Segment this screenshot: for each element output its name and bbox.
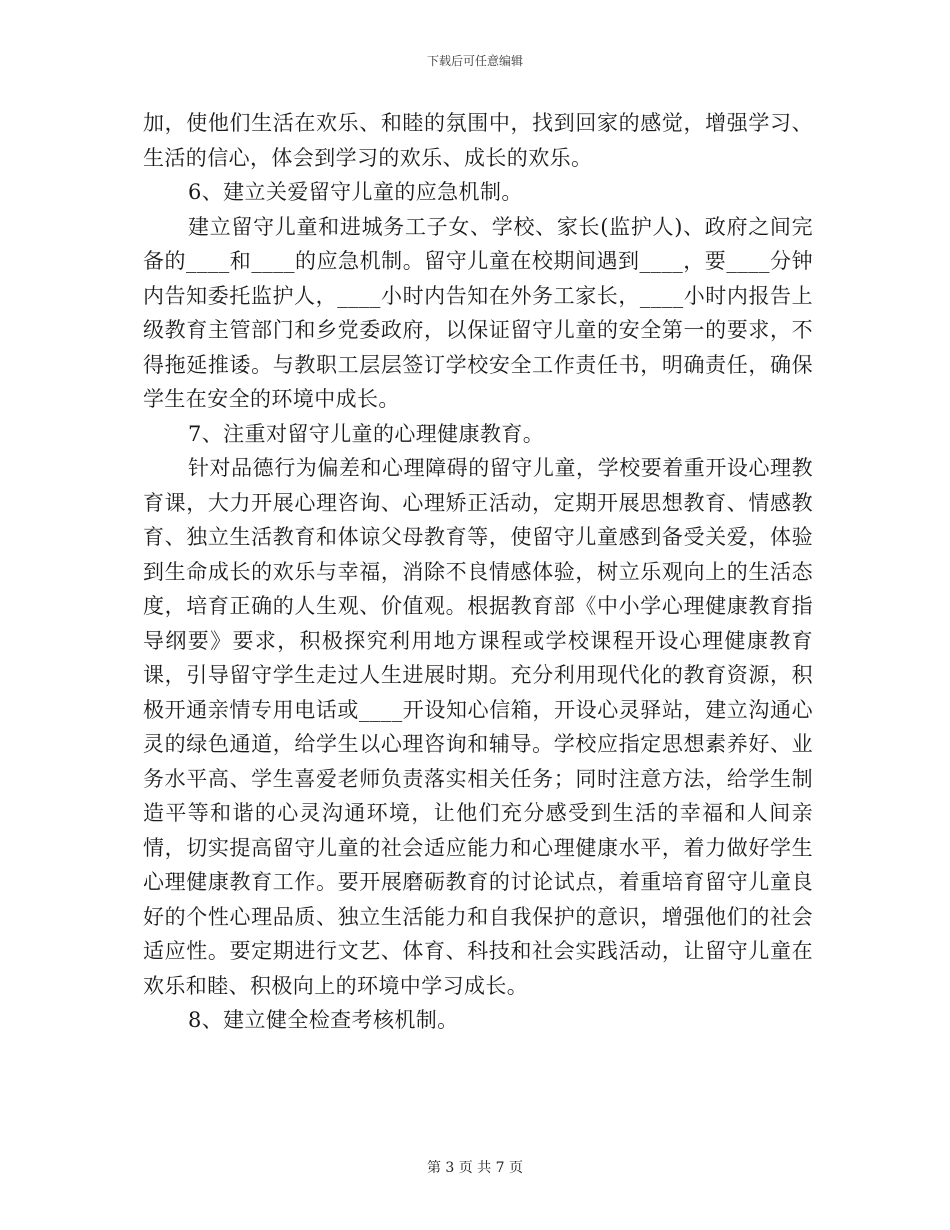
document-body [143,106,813,1038]
paragraph-continuation: 加，使他们生活在欢乐、和睦的氛围中，找到回家的感觉，增强学习、生活的信心，体会到学习的欢乐、成长的欢乐。 [143,111,813,170]
page-header: 下载后可任意编辑 [426,54,523,68]
section-heading-8: 8、建立健全检查考核机制。 [188,1008,459,1032]
section-heading-7: 7、注重对留守儿童的心理健康教育。 [188,421,545,446]
paragraph-emergency-mechanism: 建立留守儿童和进城务工子女、学校、家长(监护人)、政府之间完备的____和____的应急机制。留守儿童在校期间遇到____，要____分钟内告知委托监护人，____小时内告知在外务工家长，____小时内报告上级教育主管部门和乡党委政府，以保证留守儿童的安全第一的要求，不得拖延推诿。与教职工层层签订学校安全工作责任书，明确责任，确保学生在安全的环境中成长。 [143,214,813,411]
section-heading-6: 6、建立关爱留守儿童的应急机制。 [188,180,523,204]
paragraph-mental-health: 针对品德行为偏差和心理障碍的留守儿童，学校要着重开设心理教育课，大力开展心理咨询、心理矫正活动，定期开展思想教育、情感教育、独立生活教育和体谅父母教育等，使留守儿童感到备受关爱，体验到生命成长的欢乐与幸福，消除不良情感体验，树立乐观向上的生活态度，培育正确的人生观、价值观。根据教育部《中小学心理健康教育指导纲要》要求，积极探究利用地方课程或学校课程开设心理健康教育课，引导留守学生走过人生进展时期。充分利用现代化的教育资源，积极开通亲情专用电话或____开设知心信箱，开设心灵驿站，建立沟通心灵的绿色通道，给学生以心理咨询和辅导。学校应指定思想素养好、业务水平高、学生喜爱老师负责落实相关任务；同时注意方法，给学生制造平等和谐的心灵沟通环境，让他们充分感受到生活的幸福和人间亲情，切实提高留守儿童的社会适应能力和心理健康水平，着力做好学生心理健康教育工作。要开展磨砺教育的讨论试点，着重培育留守儿童良好的个性心理品质、独立生活能力和自我保护的意识，增强他们的社会适应性。要定期进行文艺、体育、科技和社会实践活动，让留守儿童在欢乐和睦、积极向上的环境中学习成长。 [143,456,813,998]
page-footer: 第 3 页 共 7 页 [426,1160,524,1176]
